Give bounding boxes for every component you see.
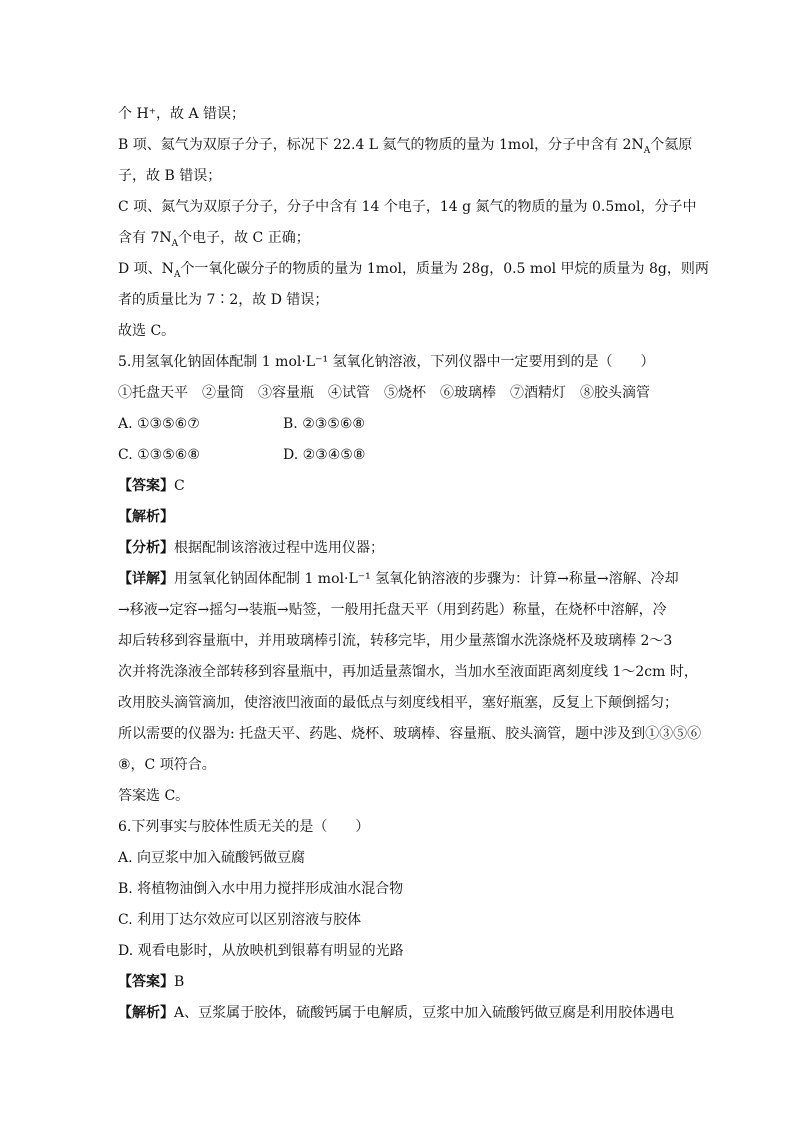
text-line: 故选 C。 xyxy=(118,323,176,339)
answer-value: C xyxy=(174,478,185,494)
detail-5-line: 改用胶头滴管滴加，使溶液凹液面的最低点与刻度线相平，塞好瓶塞，反复上下颠倒摇匀； xyxy=(118,695,678,711)
detail-5-line: ⑧，C 项符合。 xyxy=(118,757,216,773)
analysis-6-line xyxy=(118,1003,678,1023)
detail-5-line: 所以需要的仪器为: 托盘天平、药匙、烧杯、玻璃棒、容量瓶、胶头滴管，题中涉及到①③⑤⑥ xyxy=(118,726,702,742)
analysis-5-tag: 【解析】 xyxy=(118,509,174,525)
text-line: 个 H⁺，故 A 错误； xyxy=(118,106,246,122)
question-6-option-d: D. 观看电影时，从放映机到银幕有明显的光路 xyxy=(118,943,404,959)
text-span: B 项、氦气为双原子分子，标况下 22.4 L 氦气的物质的量为 1mol，分子中含有 2N xyxy=(118,137,644,153)
text-line xyxy=(118,135,693,156)
text-line xyxy=(118,228,678,248)
answer-5 xyxy=(118,476,678,496)
question-6-option-c: C. 利用丁达尔效应可以区别溶液与胶体 xyxy=(118,912,362,928)
question-5-option-d: D. ②③④⑤⑧ xyxy=(283,447,366,463)
question-6-stem: 6.下列事实与胶体性质无关的是（ ） xyxy=(118,819,370,835)
answer-6 xyxy=(118,972,678,992)
analysis-5-summary xyxy=(118,538,678,558)
summary-tag: 【分析】 xyxy=(118,540,174,556)
text-span: 个一氧化碳分子的物质的量为 1mol，质量为 28g，0.5 mol 甲烷的质量为 8g，则两 xyxy=(180,261,709,277)
question-5-option-a: A. ①③⑤⑥⑦ xyxy=(118,416,200,432)
detail-text: 用氢氧化钠固体配制 1 mol·L⁻¹ 氢氧化钠溶液的步骤为：计算→称量→溶解、冷却 xyxy=(174,571,679,587)
detail-5-line: 答案选 C。 xyxy=(118,788,190,804)
detail-5-line: 次并将洗涤液全部转移到容量瓶中，再加适量蒸馏水，当加水至液面距离刻度线 1～2cm 时， xyxy=(118,664,698,680)
question-6-option-a: A. 向豆浆中加入硫酸钙做豆腐 xyxy=(118,850,306,866)
analysis-tag: 【解析】 xyxy=(118,1005,174,1021)
text-line: 子，故 B 错误； xyxy=(118,168,222,184)
text-span: D 项、N xyxy=(118,261,174,277)
detail-5-line xyxy=(118,569,678,589)
subscript: A xyxy=(173,269,181,280)
question-5-option-c: C. ①③⑤⑥⑧ xyxy=(118,447,200,463)
text-span: 个氦原 xyxy=(650,137,693,153)
detail-5-line: 却后转移到容量瓶中，并用玻璃棒引流，转移完毕，用少量蒸馏水洗涤烧杯及玻璃棒 2～3 xyxy=(118,633,673,649)
subscript: A xyxy=(643,145,651,156)
summary-text: 根据配制该溶液过程中选用仪器； xyxy=(174,540,384,556)
answer-value: B xyxy=(174,974,185,990)
text-span: 个电子，故 C 正确； xyxy=(178,230,310,246)
question-5-items: ①托盘天平 ②量筒 ③容量瓶 ④试管 ⑤烧杯 ⑥玻璃棒 ⑦酒精灯 ⑧胶头滴管 xyxy=(118,385,650,401)
text-line xyxy=(118,259,709,280)
detail-tag: 【详解】 xyxy=(118,571,174,587)
question-5-stem: 5.用氢氧化钠固体配制 1 mol·L⁻¹ 氢氧化钠溶液，下列仪器中一定要用到的是（ ） xyxy=(118,354,655,370)
analysis-text: A、豆浆属于胶体，硫酸钙属于电解质，豆浆中加入硫酸钙做豆腐是利用胶体遇电 xyxy=(174,1005,675,1021)
subscript: A xyxy=(171,238,179,249)
answer-tag: 【答案】 xyxy=(118,478,174,494)
detail-5-line: →移液→定容→摇匀→装瓶→贴签，一般用托盘天平（用到药匙）称量，在烧杯中溶解，冷 xyxy=(118,602,667,618)
text-span: 含有 7N xyxy=(118,230,172,246)
text-line: 者的质量比为 7∶2，故 D 错误； xyxy=(118,292,329,308)
question-5-option-b: B. ②③⑤⑥⑧ xyxy=(283,416,365,432)
text-line: C 项、氮气为双原子分子，分子中含有 14 个电子，14 g 氮气的物质的量为 0.5mol，分子中 xyxy=(118,199,697,215)
answer-tag: 【答案】 xyxy=(118,974,174,990)
question-6-option-b: B. 将植物油倒入水中用力搅拌形成油水混合物 xyxy=(118,881,404,897)
